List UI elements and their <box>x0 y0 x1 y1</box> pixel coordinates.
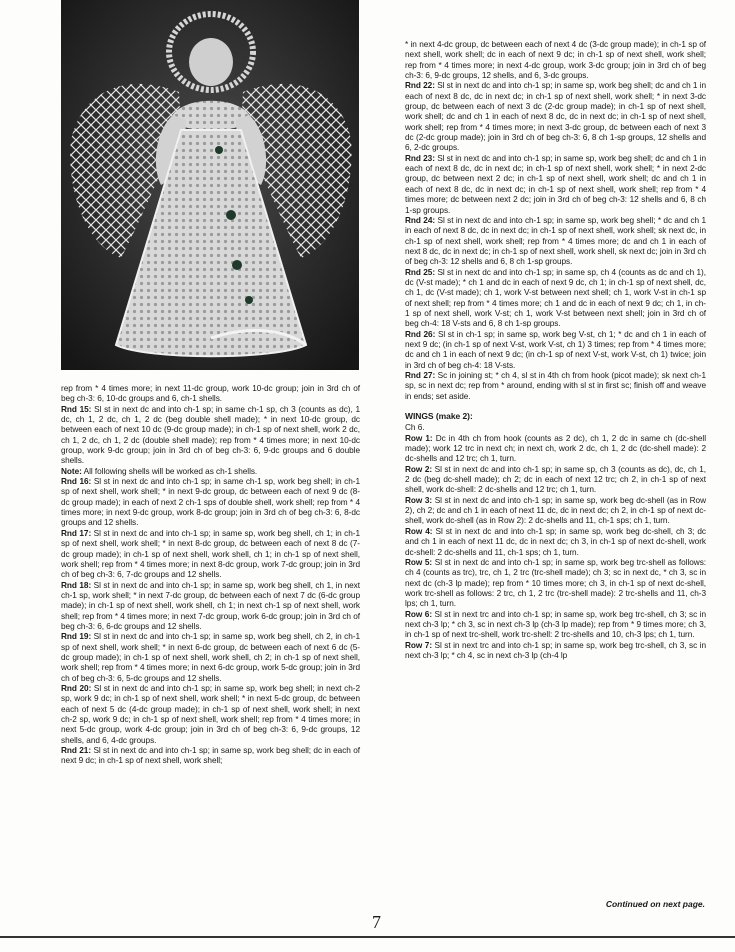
continued-note: Continued on next page. <box>605 899 705 909</box>
paragraph: Rnd 25: Sl st in next dc and into ch-1 sp; in same sp, ch 4 (counts as dc and ch 1), dc (V-st made); * ch 1 and dc in each of next 9 dc, ch 1; in ch-1 sp of next shell, dc, ch 1, dc (V-st made); ch 1, work V-st between next shell; ch 1, work V-st in ch-1 sp of next shell; rep from * 4 times more; ch 1 and dc in each of next 9 dc; ch 1, in ch-1 sp of next shell, work V-st; ch 1, work V-st between next shell; join in 3rd ch of beg ch-4: 18 V-sts and 6, 8 ch 1-sp groups. <box>405 267 706 329</box>
paragraph: Rnd 18: Sl st in next dc and into ch-1 sp; in same sp, work beg shell, ch 1, in next ch-1 sp, work shell; * in next 7-dc group, dc between each of next 7 dc (6-dc group made); in ch-1 sp of next shell, work shell, ch 1; in next ch-1 sp of next shell, work shell; rep from * 4 times more; in next 7-dc group, work 6-dc group; join in 3rd ch of beg ch-3: 6, 6-dc groups and 12 shells. <box>61 580 360 631</box>
right-column-text <box>405 40 706 661</box>
paragraph: rep from * 4 times more; in next 11-dc group, work 10-dc group; join in 3rd ch of beg ch-3: 6, 10-dc groups and 6, ch-1 shells. <box>61 384 360 404</box>
paragraph: Rnd 20: Sl st in next dc and into ch-1 sp; in same sp, work beg shell; in next ch-2 sp, work 9 dc; in ch-1 sp of next shell, work shell; * in next 5-dc group, dc between each of next 5 dc (4-dc group made); in ch-1 sp of next shell, work shell; in next ch-2 sp, work 9 dc; in ch-1 sp of next shell, work shell; rep from * 4 times more; in next 5-dc group, work 4-dc group; join in 3rd ch of beg ch-3: 6, 9-dc groups, 12 shells, and 6, 4-dc groups. <box>61 683 360 745</box>
paragraph: Rnd 22: Sl st in next dc and into ch-1 sp; in same sp, work beg shell; dc and ch 1 in each of next 8 dc, dc in next dc; in ch-1 sp of next shell, work shell; * in next 3-dc group, dc between each of next 3 dc (2-dc group made); in ch-1 sp of next shell, work shell; dc and ch 1 in each of next 8 dc, dc in next dc; in ch-1 sp of next shell, work shell; rep from * 4 times more; in next 3-dc group, dc between each of next 3 dc (2-dc group made); join in 3rd ch of beg ch-3: 6, 8 ch 1-sp groups, 12 shells and 6, 2-dc groups. <box>405 81 707 153</box>
paragraph: Rnd 21: Sl st in next dc and into ch-1 sp; in same sp, work beg shell; dc in each of next 9 dc; in ch-1 sp of next shell, work shell; <box>61 746 360 766</box>
paragraph: Rnd 16: Sl st in next dc and into ch-1 sp; in same ch-1 sp, work beg shell; in ch-1 sp of next shell, work shell; * in next 9-dc group, dc between each of next 9 dc (8-dc group made); in each of next 2 ch-1 sps of double shell, work shell; rep from * 4 times more; in next 9-dc group, work 8-dc group; join in 3rd ch of beg ch-3: 6, 8-dc groups and 12 shells. <box>61 477 360 528</box>
paragraph: Rnd 15: Sl st in next dc and into ch-1 sp; in same ch-1 sp, ch 3 (counts as dc), 1 dc, ch 1, 2 dc, ch 1, 2 dc (beg double shell made); * in next 10-dc group, dc between each of next 10 dc (9-dc group made); in ch-1 sp of next shell, work 2 dc, ch 1, 2 dc, ch 1, 2 dc (double shell made); rep from * 4 times more; in next 10-dc group, work 9-dc group; join in 3rd ch of beg ch-3: 6, 9-dc groups and 6 double shells. <box>61 404 360 466</box>
paragraph: Row 3: Sl st in next dc and into ch-1 sp; in same sp, work beg dc-shell (as in Row 2), ch 2; dc and ch 1 in each of next 11 dc, dc in next dc; ch 2, in ch-1 sp of next dc-shell, work dc-shell (as in Row 2): 2 dc-shells and 11, ch-1 sps; ch 1, turn. <box>405 495 706 526</box>
paragraph: Rnd 23: Sl st in next dc and into ch-1 sp; in same sp, work beg shell; dc and ch 1 in each of next 8 dc, dc in next dc; in ch-1 sp of next shell, work shell; * in next 2-dc group, dc between next 2 dc; in ch-1 sp of next shell, work shell; dc and ch 1 in each of next 8 dc, dc in next dc; in ch-1 sp of next shell, work shell; rep from * 4 times more; dc between next 2 dc; join in 3rd ch of beg ch-3: 12 shells and 6, 8 ch 1-sp groups. <box>405 153 707 215</box>
paragraph: Row 4: Sl st in next dc and into ch-1 sp; in same sp, work beg dc-shell, ch 3; dc and ch 1 in each of next 11 dc, dc in next dc; ch 3, in ch-1 sp of next dc-shell, work dc-shell: 2 dc-shells and 11, ch-1 sps; ch 1, turn. <box>405 526 706 557</box>
left-column-text <box>61 384 360 767</box>
bottom-rule <box>0 936 735 938</box>
paragraph: Rnd 24: Sl st in next dc and into ch-1 sp; in same sp, work beg shell; * dc and ch 1 in each of next 8 dc, dc in next dc; in ch-1 sp of next shell, work shell; sk next dc, in ch-1 sp of next shell, work shell; rep from * 4 times more; dc and ch 1 in each of next 8 dc, dc in next dc; in ch-1 sp of next shell, work shell, sk next dc; join in 3rd ch of beg ch-3: 12 shells and 6, 8 ch 1-sp groups. <box>405 215 707 267</box>
page-number: 7 <box>372 912 381 932</box>
paragraph: Row 6: Sl st in next trc and into ch-1 sp; in same sp, work beg trc-shell, ch 3; sc in next ch-3 lp; * ch 3, sc in next ch-3 lp (ch-3 lp made); rep from * 9 times more; ch 3, in ch-1 sp of next trc-shell, work trc-shell: 2 trc-shells and 10, ch-3 lps; ch 1, turn. <box>405 609 706 640</box>
paragraph: Rnd 27: Sc in joining st; * ch 4, sl st in 4th ch from hook (picot made); sk next ch-1 sp, sc in next dc; rep from * around, ending with sl st in first sc; finish off and weave in ends; set aside. <box>405 371 706 401</box>
paragraph: Row 5: Sl st in next dc and into ch-1 sp; in same sp, work beg trc-shell as follows: ch 4 (counts as trc), trc, ch 1, 2 trc (trc-shell made); ch 3; sc in next dc, * ch 3, sc in next dc (ch-3 lp made); rep from * 10 times more; ch 3, in ch-1 sp of next dc-shell, work trc-shell as follows: 2 trc, ch 1, 2 trc (trc-shell made): 2 trc-shells and 11, ch-3 lps; ch 1, turn. <box>405 557 707 609</box>
paragraph: Ch 6. <box>405 423 425 433</box>
section-heading: WINGS (make 2): <box>405 411 473 422</box>
paragraph: Rnd 26: Sl st in ch-1 sp; in same sp, work beg V-st, ch 1; * dc and ch 1 in each of next 9 dc; (in ch-1 sp of next V-st, work V-st, ch 1) 3 times; rep from * 4 times more; dc and ch 1 in each of next 9 dc; (in ch-1 sp of next V-st, work V-st, ch 1) twice; join in 3rd ch of beg ch-4: 18 V-sts. <box>405 329 707 370</box>
paragraph: Row 2: Sl st in next dc and into ch-1 sp; in same sp, ch 3 (counts as dc), dc, ch 1, 2 dc (beg dc-shell made); ch 2; dc in each of next 12 trc; ch 2, in ch-1 sp of next shell, work dc-shell: 2 dc-shells and 12 trc; ch 1, turn. <box>405 464 706 495</box>
angel-photo <box>61 0 359 370</box>
paragraph: Rnd 19: Sl st in next dc and into ch-1 sp; in same sp, work beg shell, ch 2, in ch-1 sp of next shell, work shell; * in next 6-dc group, dc between each of next 6 dc (5-dc group made); in ch-1 sp of next shell, work shell, ch 2; in ch-1 sp of next shell, work shell; rep from * 4 times more; in next 6-dc group, work 5-dc group; join in 3rd ch of beg ch-3: 6, 5-dc groups and 12 shells. <box>61 632 360 683</box>
paragraph: Row 7: Sl st in next trc and into ch-1 sp; in same sp, work beg trc-shell, ch 3, sc in next ch-3 lp; * ch 4, sc in next ch-3 lp (ch-4 lp <box>405 640 706 660</box>
paragraph: Note: All following shells will be worked as ch-1 shells. <box>61 466 258 476</box>
paragraph: Rnd 17: Sl st in next dc and into ch-1 sp; in same sp, work beg shell, ch 1; in ch-1 sp of next shell, work shell; * in next 8-dc group, dc between each of next 8 dc (7-dc group made); in ch-1 sp of next shell, work shell, ch 1; in ch-1 sp of next shell, work shell; rep from * 4 times more; in next 8-dc group, work 7-dc group; join in 3rd ch of beg ch-3: 6, 7-dc groups and 12 shells. <box>61 528 360 580</box>
paragraph: Row 1: Dc in 4th ch from hook (counts as 2 dc), ch 1, 2 dc in same ch (dc-shell made); work 12 trc in next ch; in next ch, work 2 dc, ch 1, 2 dc (dc-shell made): 2 dc-shells and 12 trc; ch 1, turn. <box>405 433 706 464</box>
paragraph: * in next 4-dc group, dc between each of next 4 dc (3-dc group made); in ch-1 sp of next shell, work shell; dc in each of next 9 dc; in ch-1 sp of next shell, work shell; rep from * 4 times more; in next 4-dc group, work 3-dc group; join in 3rd ch of beg ch-3: 6, 9-dc groups, 12 shells, and 6, 3-dc groups. <box>405 40 706 81</box>
